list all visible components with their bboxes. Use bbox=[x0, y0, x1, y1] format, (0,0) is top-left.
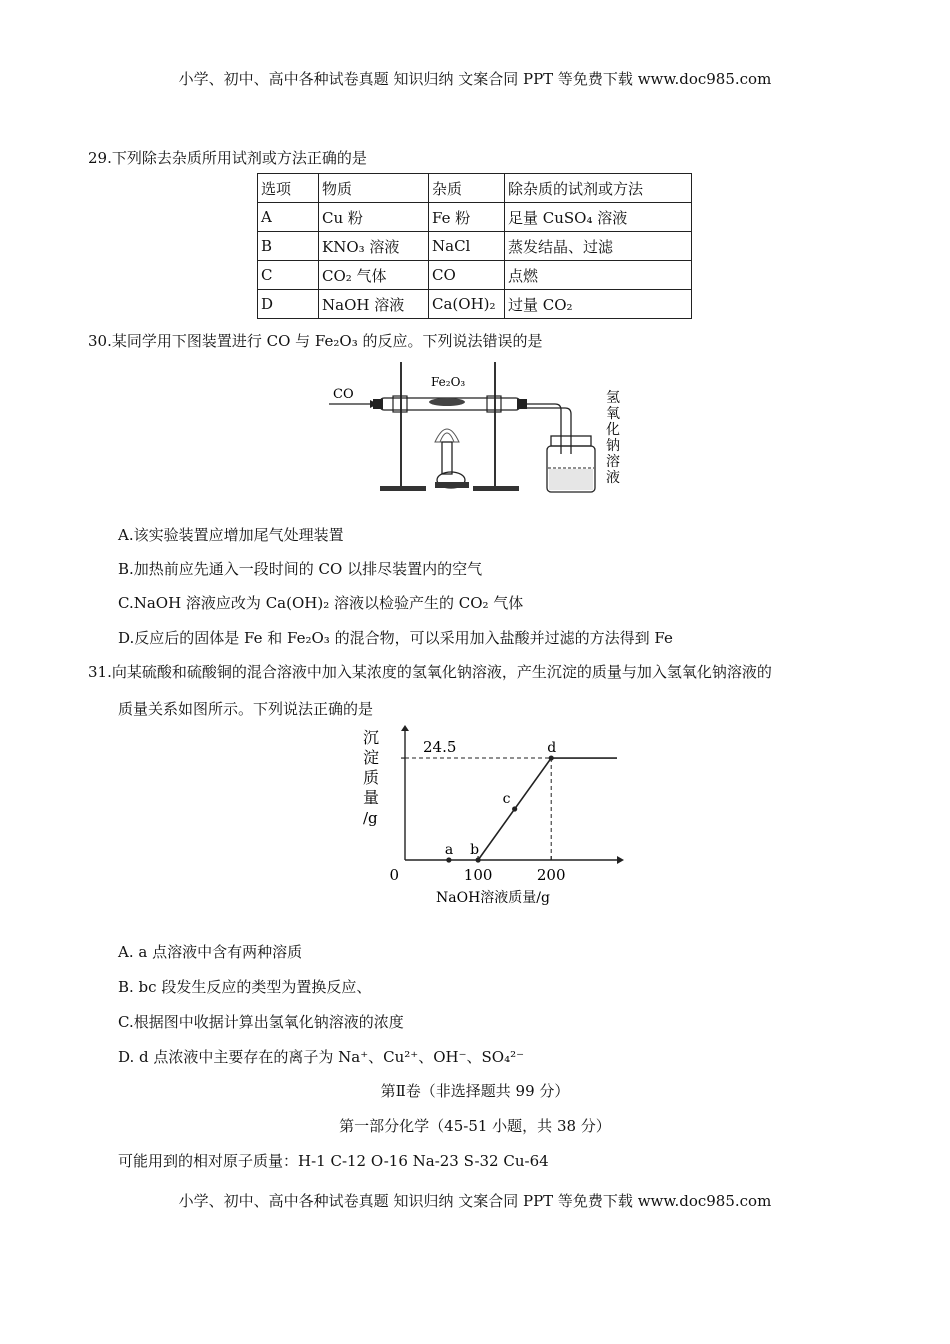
outlet-tube-2 bbox=[527, 408, 571, 454]
q30-stem: 30.某同学用下图装置进行 CO 与 Fe₂O₃ 的反应。下列说法错误的是 bbox=[88, 332, 543, 350]
series-line bbox=[478, 758, 617, 860]
table-row bbox=[258, 261, 692, 290]
table-cell: D bbox=[258, 290, 319, 319]
solid-label: Fe₂O₃ bbox=[431, 375, 466, 389]
y-axis-label-char: 淀 bbox=[363, 748, 380, 767]
q30-option-c: C.NaOH 溶液应改为 Ca(OH)₂ 溶液以检验产生的 CO₂ 气体 bbox=[118, 594, 524, 612]
q31-stem-line1: 31.向某硫酸和硫酸铜的混合溶液中加入某浓度的氢氧化钠溶液，产生沉淀的质量与加入氢氧化钠溶液的 bbox=[88, 663, 772, 681]
burner-base bbox=[435, 482, 469, 488]
table-cell: Ca(OH)₂ bbox=[429, 290, 505, 319]
table-cell: NaCl bbox=[429, 232, 505, 261]
header-cell: 除杂质的试剂或方法 bbox=[505, 174, 692, 203]
table-cell: Cu 粉 bbox=[319, 203, 429, 232]
co-reduction-apparatus bbox=[325, 358, 630, 498]
table-cell: 足量 CuSO₄ 溶液 bbox=[505, 203, 692, 232]
bottle-label-char: 液 bbox=[606, 470, 620, 486]
header-cell: 杂质 bbox=[429, 174, 505, 203]
q30-option-a: A.该实验装置应增加尾气处理装置 bbox=[118, 526, 344, 544]
point-label-c: c bbox=[502, 791, 511, 808]
table-cell: 过量 CO₂ bbox=[505, 290, 692, 319]
part2-title: 第Ⅱ卷（非选择题共 99 分） bbox=[380, 1082, 570, 1100]
data-point-b bbox=[476, 857, 481, 862]
part2-subtitle: 第一部分化学（45-51 小题，共 38 分） bbox=[339, 1117, 611, 1135]
data-point-a bbox=[446, 857, 451, 862]
x-axis-arrow bbox=[617, 856, 624, 864]
table-cell: NaOH 溶液 bbox=[319, 290, 429, 319]
y-axis-arrow bbox=[401, 725, 409, 731]
point-label-a: a bbox=[444, 842, 454, 858]
tube-stopper-left bbox=[373, 399, 383, 409]
data-point-c bbox=[512, 806, 517, 811]
table-row bbox=[258, 290, 692, 319]
naoh-solution bbox=[549, 469, 593, 490]
table-row bbox=[258, 232, 692, 261]
point-label-d: d bbox=[547, 740, 557, 757]
table-cell: CO bbox=[429, 261, 505, 290]
gas-label: CO bbox=[333, 387, 354, 402]
table-header-row bbox=[258, 174, 692, 203]
header-cell: 物质 bbox=[319, 174, 429, 203]
x-axis-title: NaOH溶液质量/g bbox=[436, 890, 550, 906]
q31-option-a: A. a 点溶液中含有两种溶质 bbox=[118, 943, 303, 961]
table-cell: C bbox=[258, 261, 319, 290]
bottle-label-char: 溶 bbox=[606, 454, 620, 470]
flame-inner bbox=[440, 433, 454, 442]
x-tick-label: 100 bbox=[463, 866, 493, 884]
q31-stem-line2: 质量关系如图所示。下列说法正确的是 bbox=[118, 700, 374, 718]
table-cell: B bbox=[258, 232, 319, 261]
table-cell: Fe 粉 bbox=[429, 203, 505, 232]
table-cell: 蒸发结晶、过滤 bbox=[505, 232, 692, 261]
atomic-masses: 可能用到的相对原子质量：H-1 C-12 O-16 Na-23 S-32 Cu-64 bbox=[118, 1152, 549, 1170]
y-tick-label: 24.5 bbox=[423, 738, 457, 757]
bottle-label-char: 钠 bbox=[606, 438, 620, 454]
data-point-d bbox=[549, 755, 554, 760]
table-cell: KNO₃ 溶液 bbox=[319, 232, 429, 261]
page-header: 小学、初中、高中各种试卷真题 知识归纳 文案合同 PPT 等免费下载 www.doc985.com bbox=[178, 70, 772, 88]
y-axis-label-char: 量 bbox=[363, 788, 380, 807]
tube-stopper-right bbox=[517, 399, 527, 409]
table-row bbox=[258, 203, 692, 232]
y-axis-title bbox=[363, 728, 379, 827]
y-axis-label-char: 质 bbox=[363, 768, 380, 787]
flame-icon bbox=[435, 429, 459, 442]
y-axis-label-char: 沉 bbox=[363, 728, 380, 747]
precipitate-mass-chart bbox=[355, 725, 625, 910]
table-cell: 点燃 bbox=[505, 261, 692, 290]
bottle-label-char: 氧 bbox=[606, 406, 620, 422]
table-cell: CO₂ 气体 bbox=[319, 261, 429, 290]
x-tick-label: 200 bbox=[536, 866, 566, 884]
q29-stem: 29.下列除去杂质所用试剂或方法正确的是 bbox=[88, 149, 367, 167]
origin-label: 0 bbox=[389, 866, 399, 884]
q31-option-d: D. d 点浓液中主要存在的离子为 Na⁺、Cu²⁺、OH⁻、SO₄²⁻ bbox=[118, 1048, 525, 1066]
q30-option-d: D.反应后的固体是 Fe 和 Fe₂O₃ 的混合物，可以采用加入盐酸并过滤的方法得到 Fe bbox=[118, 629, 673, 647]
stand-base-left bbox=[380, 486, 426, 491]
header-cell: 选项 bbox=[258, 174, 319, 203]
bottle-label-char: 化 bbox=[606, 422, 620, 438]
q30-option-b: B.加热前应先通入一段时间的 CO 以排尽装置内的空气 bbox=[118, 560, 483, 578]
q31-option-b: B. bc 段发生反应的类型为置换反应、 bbox=[118, 978, 372, 996]
y-axis-label-char: /g bbox=[363, 809, 378, 827]
point-label-b: b bbox=[470, 842, 480, 858]
bottle-label-char: 氢 bbox=[606, 390, 620, 406]
page-footer: 小学、初中、高中各种试卷真题 知识归纳 文案合同 PPT 等免费下载 www.doc985.com bbox=[178, 1192, 772, 1210]
table-cell: A bbox=[258, 203, 319, 232]
burner-tube bbox=[442, 442, 452, 474]
q29-table bbox=[257, 173, 692, 319]
stand-base-right bbox=[473, 486, 519, 491]
q31-option-c: C.根据图中收据计算出氢氧化钠溶液的浓度 bbox=[118, 1013, 404, 1031]
fe2o3-powder bbox=[429, 398, 465, 406]
